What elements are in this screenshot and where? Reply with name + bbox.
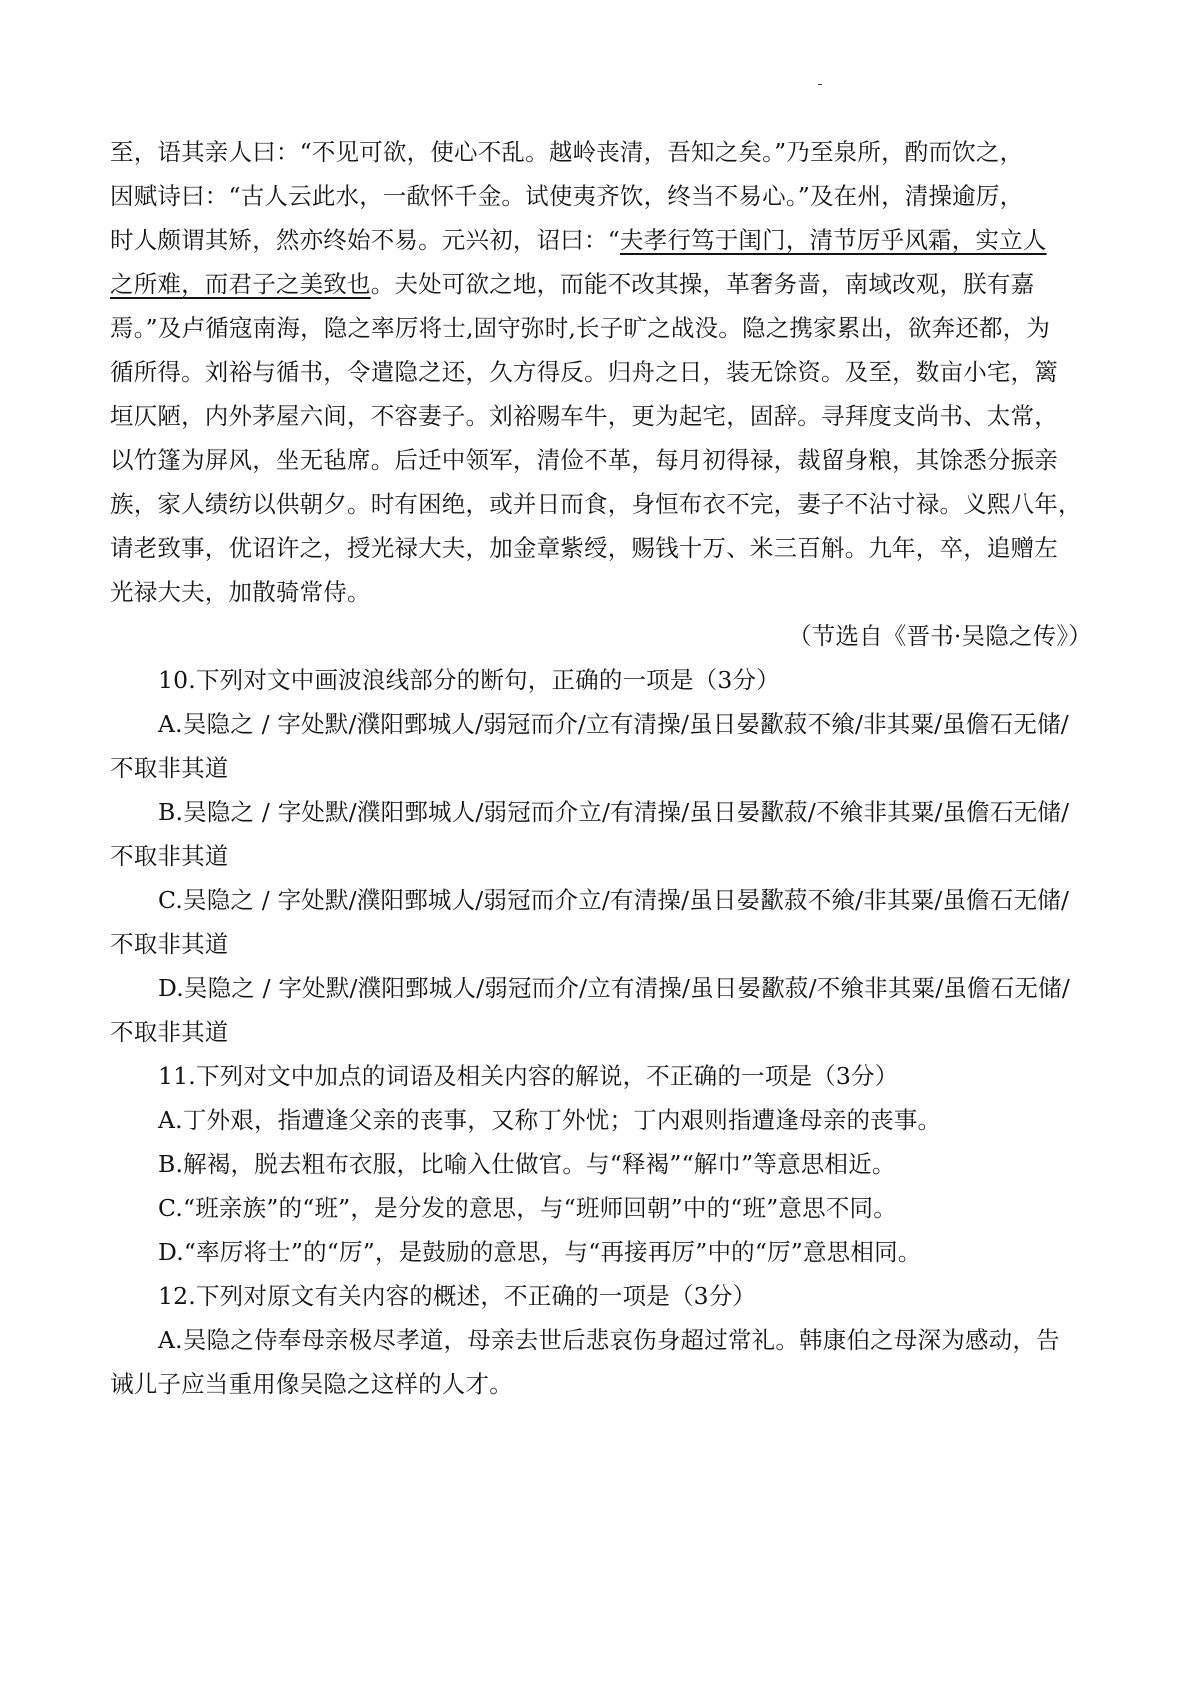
option-b-cont: 不取非其道 [110, 842, 229, 870]
source-citation: （节选自《晋书·吴隐之传》） [787, 622, 1092, 650]
option-d: D.吴隐之 / 字处默/濮阳鄄城人/弱冠而介/立有清操/虽日晏歠菽/不飨非其粟/虽儋石无储/ [158, 974, 1070, 1002]
option-c-cont: 不取非其道 [110, 930, 229, 958]
passage-line: 光禄大夫，加散骑常侍。 [110, 578, 371, 606]
option-a-cont: 诫儿子应当重用像吴隐之这样的人才。 [110, 1370, 513, 1398]
option-d: D.“率厉将士”的“厉”，是鼓励的意思，与“再接再厉”中的“厉”意思相同。 [158, 1238, 922, 1266]
question-stem: 12.下列对原文有关内容的概述，不正确的一项是（3分） [158, 1282, 757, 1310]
passage-line: 因赋诗曰：“古人云此水，一歃怀千金。试使夷齐饮，终当不易心。”及在州，清操逾厉， [110, 182, 1024, 210]
underlined-text: 之所难，而君子之美致也 [110, 270, 371, 298]
passage-line: 垣仄陋，内外茅屋六间，不容妻子。刘裕赐车牛，更为起宅，固辞。寻拜度支尚书、太常， [110, 402, 1058, 430]
passage-text: 时人颇谓其矫，然亦终始不易。元兴初，诏曰：“ [110, 226, 620, 254]
option-a-cont: 不取非其道 [110, 754, 229, 782]
option-c: C.吴隐之 / 字处默/濮阳鄄城人/弱冠而介立/有清操/虽日晏歠菽不飨/非其粟/虽儋石无储/ [158, 886, 1070, 914]
passage-line: 以竹篷为屏风，坐无毡席。后迁中领军，清俭不革，每月初得禄，裁留身粮，其馀悉分振亲 [110, 446, 1058, 474]
underlined-text: 夫孝行笃于闺门，清节厉乎风霜，实立人 [619, 226, 1047, 254]
option-c: C.“班亲族”的“班”，是分发的意思，与“班师回朝”中的“班”意思不同。 [158, 1194, 897, 1222]
passage-line: 请老致事，优诏许之，授光禄大夫，加金章紫绶，赐钱十万、米三百斛。九年，卒，追赠左 [110, 534, 1058, 562]
passage-text: 。夫处可欲之地，而能不改其操，革奢务啬，南域改观，朕有嘉 [370, 270, 1035, 298]
passage-line: 族，家人绩纺以供朝夕。时有困绝，或并日而食，身恒布衣不完，妻子不沾寸禄。义熙八年， [110, 490, 1082, 518]
option-a: A.丁外艰，指遭逢父亲的丧事，又称丁外忧；丁内艰则指遭逢母亲的丧事。 [158, 1106, 942, 1134]
option-b: B.解褐，脱去粗布衣服，比喻入仕做官。与“释褐”“解巾”等意思相近。 [158, 1150, 896, 1178]
option-d-cont: 不取非其道 [110, 1018, 229, 1046]
passage-line [110, 269, 1100, 299]
option-a: A.吴隐之 / 字处默/濮阳鄄城人/弱冠而介/立有清操/虽日晏歠菽不飨/非其粟/虽儋石无储/ [158, 710, 1069, 738]
passage-line [110, 225, 1100, 255]
option-a: A.吴隐之侍奉母亲极尽孝道，母亲去世后悲哀伤身超过常礼。韩康伯之母深为感动，告 [158, 1326, 1060, 1354]
question-stem: 10.下列对文中画波浪线部分的断句，正确的一项是（3分） [158, 666, 780, 694]
option-b: B.吴隐之 / 字处默/濮阳鄄城人/弱冠而介立/有清操/虽日晏歠菽/不飨非其粟/虽儋石无储/ [158, 798, 1070, 826]
passage-line: 循所得。刘裕与循书，令遣隐之还，久方得反。归舟之日，装无馀资。及至，数亩小宅，篱 [110, 358, 1058, 386]
passage-line: 至，语其亲人曰：“不见可欲，使心不乱。越岭丧清，吾知之矣。”乃至泉所，酌而饮之， [110, 138, 1024, 166]
passage-line: 焉。”及卢循寇南海，隐之率厉将士,固守弥时,长子旷之战没。隐之携家累出，欲奔还都，为 [110, 314, 1051, 342]
question-stem: 11.下列对文中加点的词语及相关内容的解说，不正确的一项是（3分） [158, 1062, 899, 1090]
scan-mark [818, 84, 822, 85]
